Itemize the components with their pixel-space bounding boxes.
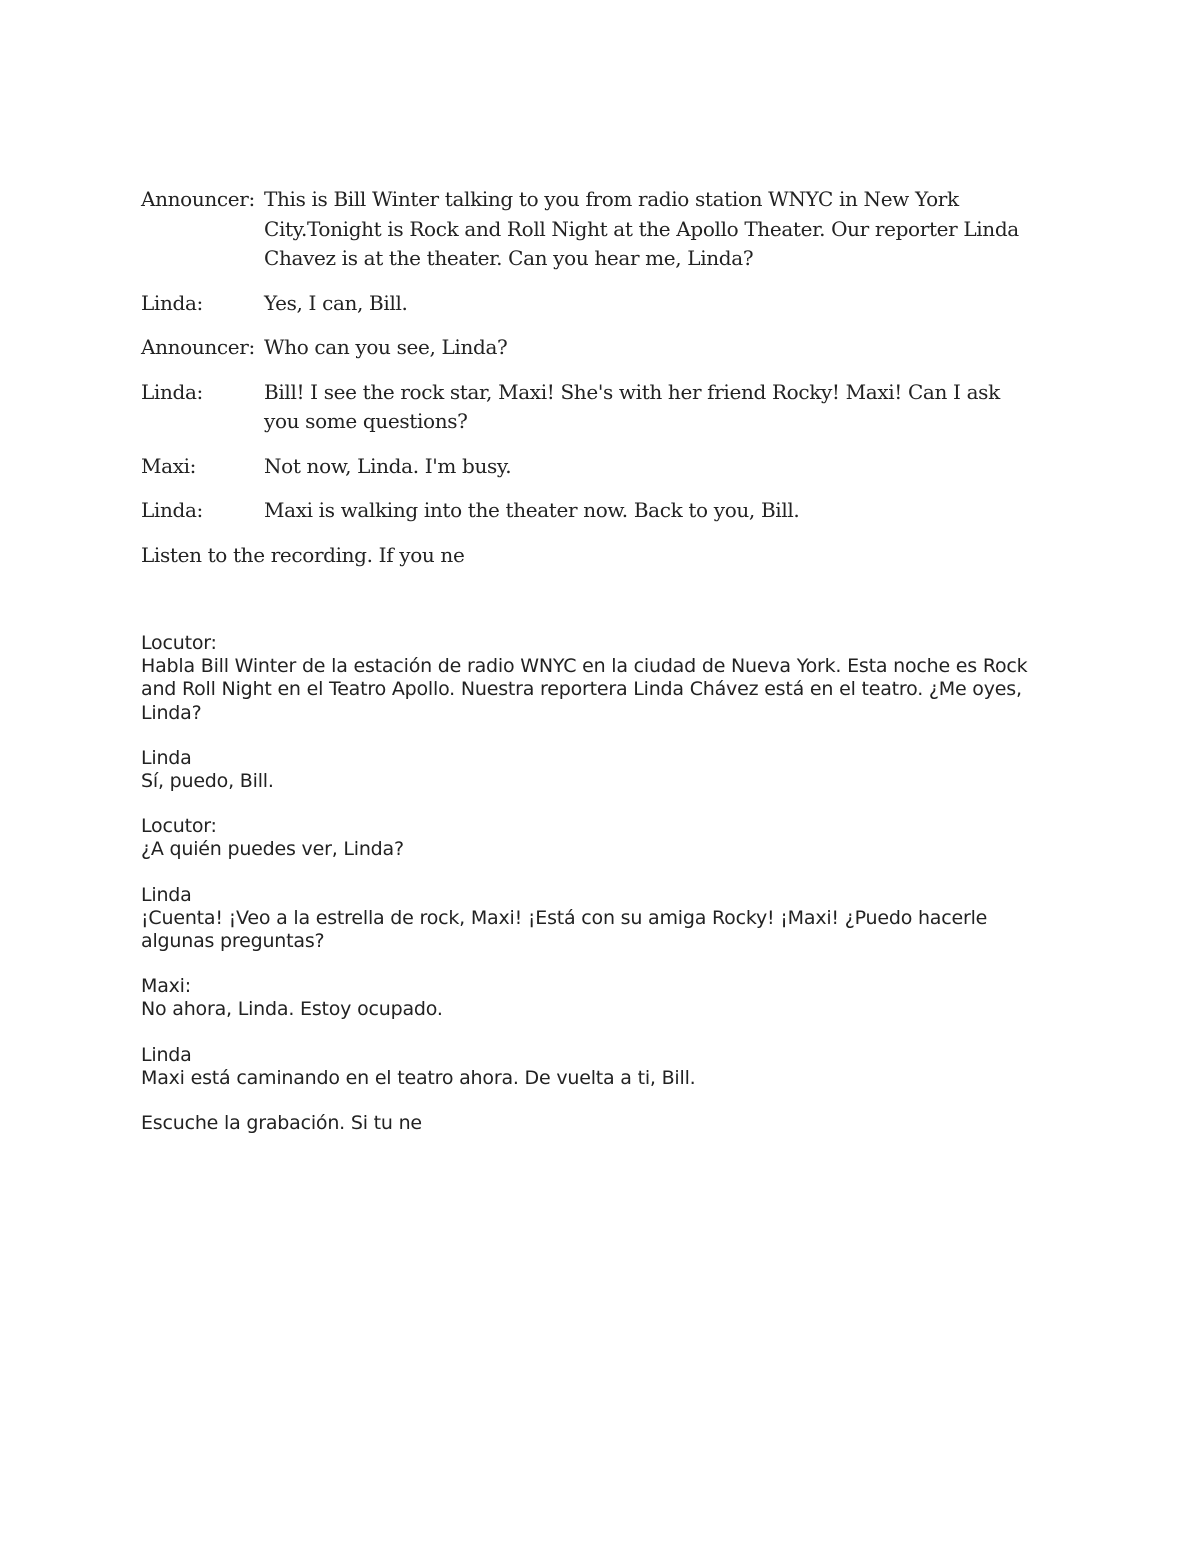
- dialogue-line: [141, 289, 1041, 319]
- english-closing-text: Listen to the recording. If you ne: [141, 542, 465, 567]
- dialogue-line: [141, 496, 1041, 526]
- speaker-label: Locutor:: [141, 815, 217, 838]
- speech-text: Not now, Linda. I'm busy.: [264, 453, 512, 478]
- dialogue-line: [141, 185, 1041, 274]
- speech-text: Bill! I see the rock star, Maxi! She's with her friend Rocky! Maxi! Can I ask you some questions?: [264, 379, 1000, 433]
- english-dialogue: [141, 185, 1041, 570]
- speech-text: Yes, I can, Bill.: [264, 290, 408, 315]
- speaker-label: Maxi:: [141, 453, 197, 478]
- speaker-label: Linda: [141, 883, 192, 906]
- speech-text: ¿A quién puedes ver, Linda?: [141, 838, 404, 861]
- dialogue-block: [141, 632, 1061, 725]
- dialogue-line: [141, 452, 1041, 482]
- dialogue-block: [141, 815, 1061, 861]
- dialogue-block: [141, 975, 1061, 1021]
- speaker-label: Linda:: [141, 290, 203, 315]
- speaker-label: Announcer:: [141, 335, 255, 359]
- spanish-dialogue: [141, 632, 1061, 1135]
- speaker-label: Linda:: [141, 498, 203, 522]
- speaker-label: Linda: [141, 746, 192, 769]
- speech-text: No ahora, Linda. Estoy ocupado.: [141, 998, 443, 1021]
- dialogue-block: [141, 1044, 1061, 1090]
- dialogue-block: [141, 747, 1061, 793]
- dialogue-line: [141, 378, 1041, 437]
- speech-text: Maxi is walking into the theater now. Back to you, Bill.: [264, 498, 800, 522]
- spanish-closing-text: Escuche la grabación. Si tu ne: [141, 1112, 422, 1135]
- speaker-label: Linda: [141, 1043, 192, 1066]
- dialogue-line: [141, 333, 1041, 363]
- dialogue-block: [141, 884, 1061, 954]
- speech-text: Sí, puedo, Bill.: [141, 770, 274, 793]
- speech-text: Maxi está caminando en el teatro ahora. De vuelta a ti, Bill.: [141, 1066, 696, 1089]
- speaker-label: Linda:: [141, 379, 203, 404]
- speech-text: Who can you see, Linda?: [264, 335, 508, 359]
- speech-text: This is Bill Winter talking to you from radio station WNYC in New York City.Tonight is Rock and Roll Night at the Apollo Theater. Our reporter Linda Chavez is at the theater. Can you hear me, Linda?: [264, 187, 1019, 270]
- speaker-label: Locutor:: [141, 632, 217, 654]
- speaker-label: Announcer:: [141, 187, 255, 211]
- speech-text: Habla Bill Winter de la estación de radio WNYC en la ciudad de Nueva York. Esta noche es Rock and Roll Night en el Teatro Apollo. Nuestra reportera Linda Chávez está en el teatro. ¿Me oyes, Linda?: [141, 655, 1028, 724]
- speech-text: ¡Cuenta! ¡Veo a la estrella de rock, Maxi! ¡Está con su amiga Rocky! ¡Maxi! ¿Puedo hacerle algunas preguntas?: [141, 906, 988, 953]
- speaker-label: Maxi:: [141, 975, 191, 998]
